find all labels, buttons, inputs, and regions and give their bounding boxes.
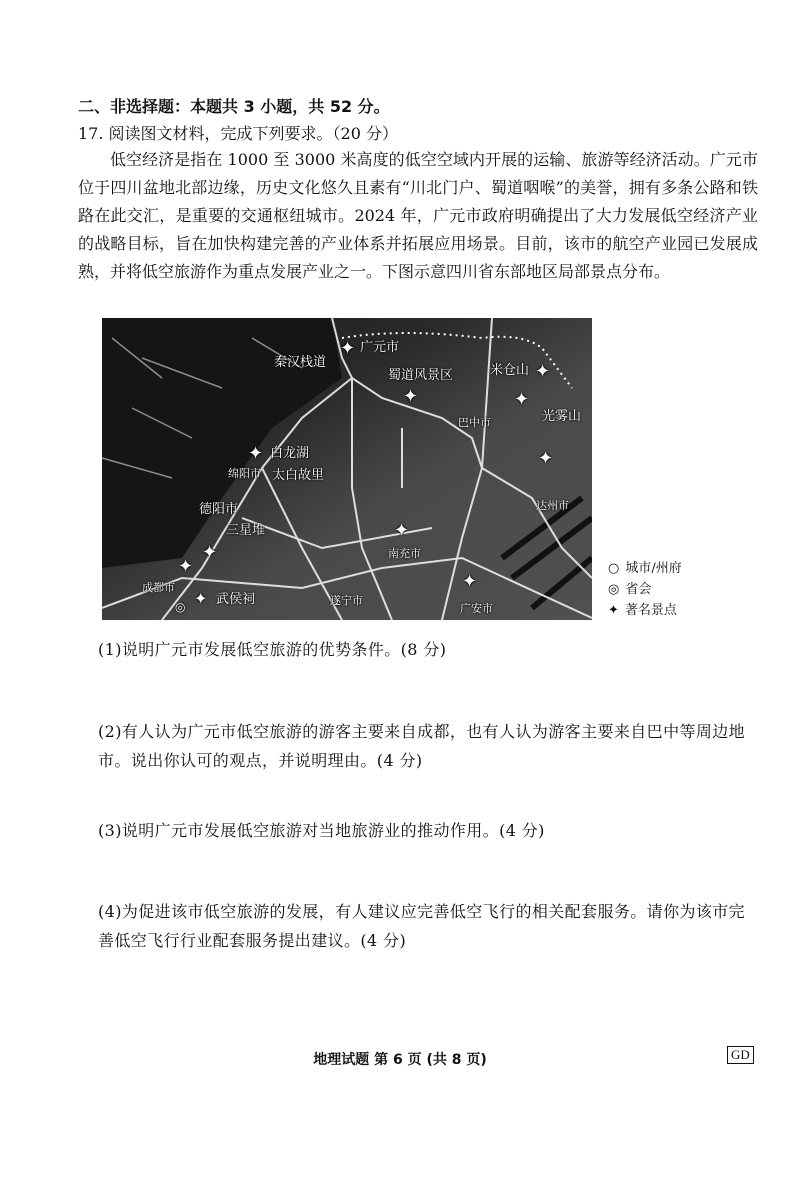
label-micang: 米仓山	[490, 363, 530, 378]
page-footer: 地理试题 第 6 页 (共 8 页)	[313, 1052, 487, 1068]
subquestion-4: (4)为促进该市低空旅游的发展，有人建议应完善低空飞行的相关配套服务。请你为该市完善低空飞行行业配套服务提出建议。(4 分)	[98, 902, 746, 950]
circle-icon: ○	[608, 561, 620, 576]
label-guangyuan: 广元市	[360, 340, 400, 355]
subquestion-1: (1)说明广元市发展低空旅游的优势条件。(8 分)	[98, 640, 447, 659]
section-title: 二、非选择题：本题共 3 小题，共 52 分。	[78, 97, 390, 116]
star-icon: ✦	[403, 386, 419, 407]
label-bailong: 白龙湖	[270, 446, 310, 461]
label-nanchong: 南充市	[388, 547, 421, 560]
subquestion-3: (3)说明广元市发展低空旅游对当地旅游业的推动作用。(4 分)	[98, 821, 545, 840]
star-icon: ✦	[178, 556, 194, 577]
label-shudao: 蜀道风景区	[388, 368, 454, 383]
legend-item: ✦ 著名景点	[608, 600, 682, 621]
star-icon: ✦	[340, 338, 356, 359]
star-icon: ✦	[194, 589, 208, 608]
label-wuhou: 武侯祠	[216, 592, 256, 607]
material-paragraph: 低空经济是指在 1000 至 3000 米高度的低空空域内开展的运输、旅游等经济活动。广元市位于四川盆地北部边缘，历史文化悠久且素有“川北门户、蜀道咽喉”的美誉，拥有多条公路和铁路在此交汇，是重要的交通枢纽城市。2024 年，广元市政府明确提出了大力发展低空经济产业的战略目标，旨在加快构建完善的产业体系并拓展应用场景。目前，该市的航空产业园已发展成熟，并将低空旅游作为重点发展产业之一。下图示意四川省东部地区局部景点分布。	[78, 150, 758, 281]
label-dazhou: 达州市	[536, 499, 569, 512]
capital-icon: ◎	[175, 600, 186, 614]
star-icon: ✦	[608, 603, 619, 618]
map-legend	[608, 558, 682, 621]
region-badge: GD	[727, 1046, 754, 1064]
scenic-spot-map	[102, 318, 592, 620]
label-sanxingdui: 三星堆	[226, 523, 266, 538]
subquestion-2: (2)有人认为广元市低空旅游的游客主要来自成都，也有人认为游客主要来自巴中等周边地市。说出你认可的观点，并说明理由。(4 分)	[98, 722, 746, 770]
star-icon: ✦	[535, 361, 551, 382]
label-bazhong: 巴中市	[458, 416, 491, 429]
star-icon: ✦	[538, 448, 554, 469]
double-circle-icon: ◎	[608, 582, 620, 597]
label-deyang: 德阳市	[199, 502, 239, 517]
star-icon: ✦	[394, 520, 410, 541]
question-title: 17. 阅读图文材料，完成下列要求。（20 分）	[78, 124, 398, 143]
label-suining: 遂宁市	[330, 594, 363, 607]
star-icon: ✦	[202, 542, 218, 563]
legend-item: ○ 城市/州府	[608, 558, 682, 579]
label-taibai: 太白故里	[272, 468, 325, 483]
label-guangwu: 光雾山	[542, 409, 582, 424]
label-mianyang: 绵阳市	[228, 467, 261, 480]
legend-item: ◎ 省会	[608, 579, 682, 600]
label-qinhan: 秦汉栈道	[274, 355, 327, 370]
label-chengdu: 成都市	[142, 581, 175, 594]
star-icon: ✦	[514, 389, 530, 410]
star-icon: ✦	[462, 571, 478, 592]
star-icon: ✦	[248, 443, 264, 464]
label-guangan: 广安市	[460, 602, 493, 615]
